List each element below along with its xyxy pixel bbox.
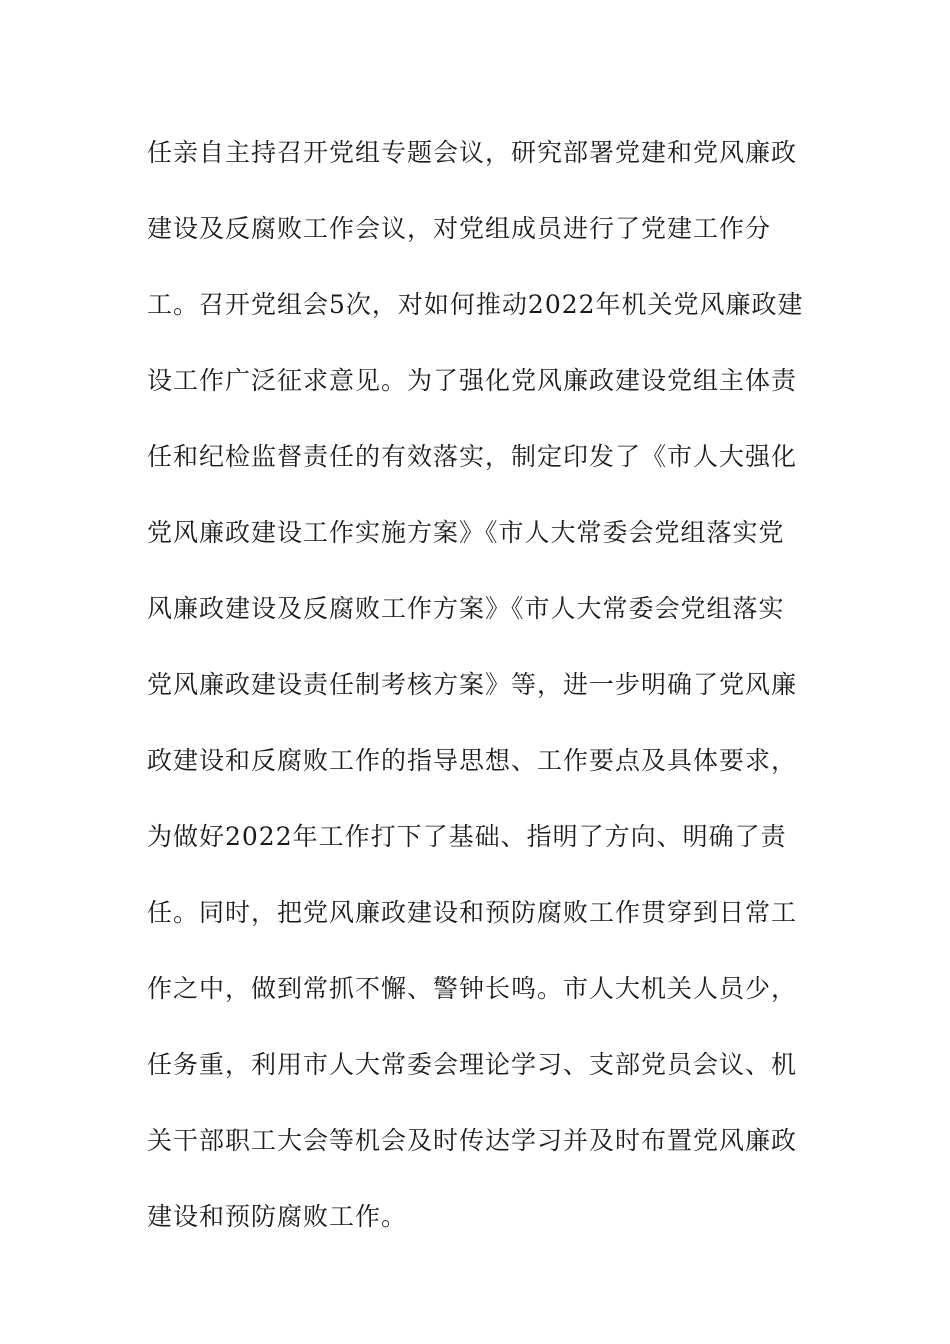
- paragraph-line: 政建设和反腐败工作的指导思想、工作要点及具体要求，: [147, 746, 798, 775]
- paragraph-line: 设工作广泛征求意见。为了强化党风廉政建设党组主体责: [147, 366, 798, 395]
- paragraph-line: 作之中，做到常抓不懈、警钟长鸣。市人大机关人员少，: [147, 974, 798, 1003]
- paragraph-line: 任亲自主持召开党组专题会议，研究部署党建和党风廉政: [147, 138, 798, 167]
- body-paragraph: [147, 128, 807, 1268]
- paragraph-line: 任务重，利用市人大常委会理论学习、支部党员会议、机: [147, 1050, 798, 1079]
- paragraph-line: 为做好2022年工作打下了基础、指明了方向、明确了责: [147, 822, 787, 851]
- paragraph-line: 关干部职工大会等机会及时传达学习并及时布置党风廉政: [147, 1126, 798, 1155]
- paragraph-line: 任和纪检监督责任的有效落实，制定印发了《市人大强化: [147, 442, 798, 471]
- paragraph-line: 工。召开党组会5次，对如何推动2022年机关党风廉政建: [147, 290, 804, 319]
- paragraph-line: 任。同时，把党风廉政建设和预防腐败工作贯穿到日常工: [147, 898, 798, 927]
- paragraph-line: 建设和预防腐败工作。: [147, 1202, 408, 1231]
- paragraph-line: 党风廉政建设责任制考核方案》等，进一步明确了党风廉: [147, 670, 798, 699]
- paragraph-line: 风廉政建设及反腐败工作方案》《市人大常委会党组落实: [147, 594, 785, 623]
- paragraph-line: 建设及反腐败工作会议，对党组成员进行了党建工作分: [147, 214, 772, 243]
- paragraph-line: 党风廉政建设工作实施方案》《市人大常委会党组落实党: [147, 518, 785, 547]
